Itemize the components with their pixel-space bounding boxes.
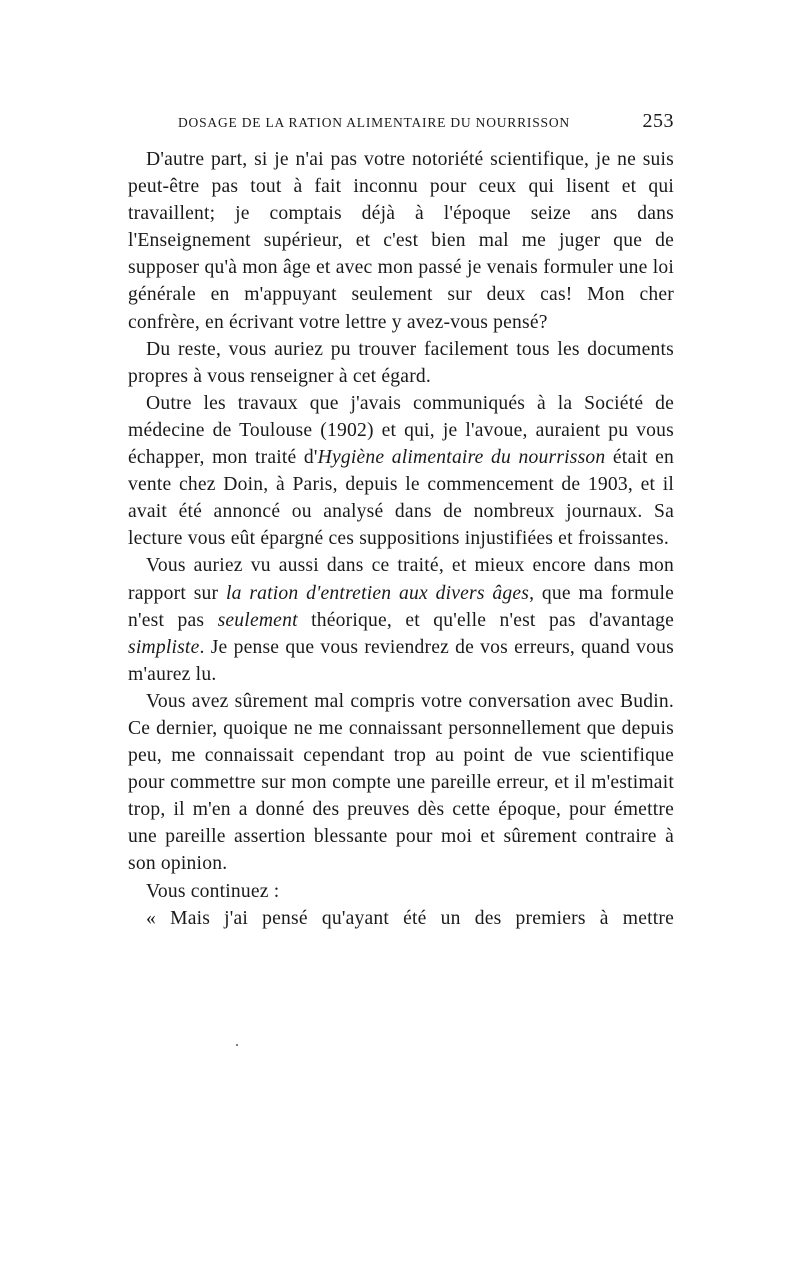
italic-text-run: seulement xyxy=(217,609,298,631)
text-run: Du reste, vous auriez pu trouver facilement tous les documents propres à vous renseigner à cet égard. xyxy=(128,338,674,387)
italic-text-run: Hygiène alimentaire du nourrisson xyxy=(317,447,606,469)
text-run: Vous auriez vu aussi dans ce traité, et mieux encore dans mon rapport sur xyxy=(128,555,674,604)
paragraph xyxy=(128,905,674,932)
paragraph xyxy=(128,878,674,905)
text-run: « Mais j'ai pensé qu'ayant été un des premiers à mettre xyxy=(146,907,674,929)
text-run: Vous continuez : xyxy=(146,880,280,902)
text-run: , que ma formule n'est pas xyxy=(128,582,674,631)
paragraph xyxy=(128,146,674,336)
text-run: théorique, et qu'elle n'est pas d'avantage xyxy=(297,609,674,631)
paragraph xyxy=(128,336,674,390)
text-run: était en vente chez Doin, à Paris, depuis le commencement de 1903, et il avait été annoncé ou analysé dans de nombreux journaux. Sa lecture vous eût épargné ces suppositions injustifiées et froissantes. xyxy=(128,447,674,550)
page-number: 253 xyxy=(642,110,674,132)
paragraph xyxy=(128,688,674,878)
italic-text-run: la ration d'entretien aux divers âges xyxy=(225,582,530,604)
text-run: D'autre part, si je n'ai pas votre notoriété scientifique, je ne suis peut-être pas tout à fait inconnu pour ceux qui lisent et qui travaillent; je comptais déjà à l'époque seize ans dans l'Enseignement supérieur, et c'est bien mal me juger que de supposer qu'à mon âge et avec mon passé je venais formuler une loi générale en m'appuyant seulement sur deux cas! Mon cher confrère, en écrivant votre lettre y avez-vous pensé? xyxy=(128,149,674,333)
book-page xyxy=(128,110,674,932)
paragraph xyxy=(128,552,674,687)
running-head xyxy=(128,110,674,146)
text-run: . Je pense que vous reviendrez de vos erreurs, quand vous m'aurez lu. xyxy=(128,636,674,685)
body-text xyxy=(128,146,674,932)
italic-text-run: simpliste xyxy=(128,636,200,658)
paragraph xyxy=(128,390,674,553)
text-run: Outre les travaux que j'avais communiqués à la Société de médecine de Toulouse (1902) et qui, je l'avoue, auraient pu vous échapper, mon traité d' xyxy=(128,392,674,469)
text-run: Vous avez sûrement mal compris votre conversation avec Budin. Ce dernier, quoique ne me connaissant personnellement que depuis peu, me connaissait cependant trop au point de vue scientifique pour commettre sur mon compte une pareille erreur, et il m'estimait trop, il m'en a donné des preuves dès cette époque, pour émettre une pareille assertion blessante pour moi et sûrement contraire à son opinion. xyxy=(128,690,674,875)
print-speck xyxy=(236,1044,238,1046)
running-title: DOSAGE DE LA RATION ALIMENTAIRE DU NOURRISSON xyxy=(178,115,570,130)
